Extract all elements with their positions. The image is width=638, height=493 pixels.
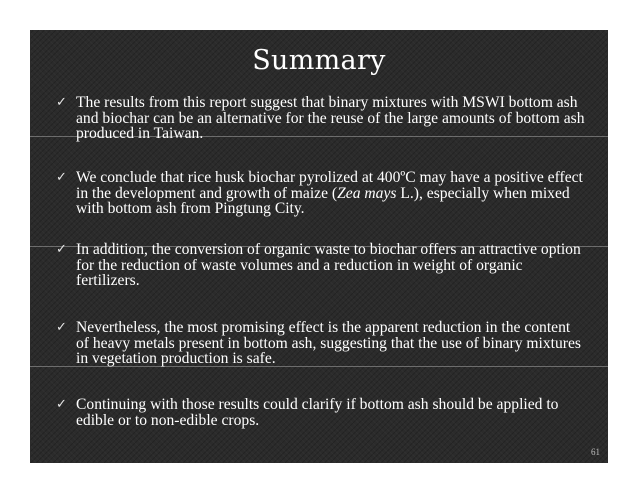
bullet-text [76, 170, 586, 217]
bullet-text: Continuing with those results could clarify if bottom ash should be applied to edible or to non-edible crops. [76, 396, 559, 429]
bullet-text: Nevertheless, the most promising effect is the apparent reduction in the content of heavy metals present in bottom ash, suggesting that the use of binary mixtures in vegetation production is safe. [76, 319, 581, 367]
checkmark-icon: ✓ [56, 397, 67, 412]
bullet-item [56, 397, 586, 428]
checkmark-icon: ✓ [56, 320, 67, 335]
bullet-text-part: L.), especially when mixed with bottom ash from Pingtung City. [76, 184, 570, 217]
species-name: Zea mays [337, 184, 397, 202]
bullet-item [56, 242, 586, 289]
bullet-text-part: We conclude that rice husk biochar pyrolized at 400ºC may have a positive effect in the development and growth of maize ( [76, 169, 583, 202]
checkmark-icon: ✓ [56, 242, 67, 257]
slide [30, 30, 608, 463]
checkmark-icon: ✓ [56, 170, 67, 185]
page-number: 61 [591, 447, 600, 457]
checkmark-icon: ✓ [56, 95, 67, 110]
bullet-item [56, 95, 586, 142]
bullet-text: In addition, the conversion of organic waste to biochar offers an attractive option for the reduction of waste volumes and a reduction in weight of organic fertilizers. [76, 241, 581, 289]
bullet-item [56, 170, 586, 217]
bullet-item [56, 320, 586, 367]
slide-title: Summary [252, 45, 386, 76]
bullet-text: The results from this report suggest that binary mixtures with MSWI bottom ash and biochar can be an alternative for the reuse of the large amounts of bottom ash produced in Taiwan. [76, 94, 585, 142]
